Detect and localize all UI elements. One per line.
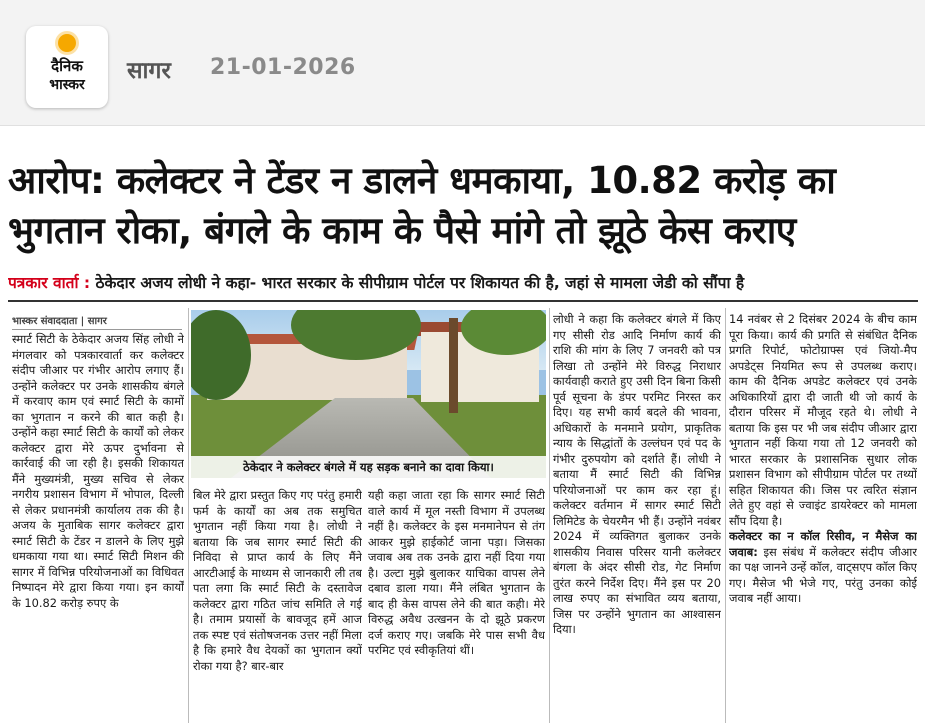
headline-divider	[8, 300, 918, 302]
subhead-text: ठेकेदार अजय लोधी ने कहा- भारत सरकार के सीपीग्राम पोर्टल पर शिकायत की है, जहां से मामला जेडी को सौंपा है	[90, 274, 745, 292]
column-divider	[188, 308, 189, 723]
column-divider	[725, 308, 726, 723]
subhead-tag: पत्रकार वार्ता :	[8, 274, 91, 292]
article-column-4	[553, 312, 721, 724]
photo-caption: ठेकेदार ने कलेक्टर बंगले में यह सड़क बनाने का दावा किया।	[191, 456, 546, 478]
edition-city: सागर	[127, 58, 171, 84]
article-column-2	[193, 488, 362, 724]
subsection-heading: कलेक्टर का न कॉल रिसीव, न मैसेज का जवाब:	[729, 529, 917, 559]
column-4-text: लोधी ने कहा कि कलेक्टर बंगले में किए गए सीसी रोड आदि निर्माण कार्य की राशि की मांग के लिए 7 जनवरी को पत्र लिखा तो उन्होंने मेरे विरुद्ध निराधार कार्यवाही कराते हुए उसी दिन बिना किसी पूर्व सूचना के डंपर परमिट निरस्त कर दिए। यह सभी कार्य बदले की भावना, अधिकारों के मनमाने प्रयोग, प्राकृतिक न्याय के सिद्धांतों के उल्लंघन एवं पद के गंभीर दुरुपयोग को दर्शाते हैं। लोधी ने बताया मैं स्मार्ट सिटी की विभिन्न परियोजनाओं पर काम कर रहा हूं। कलेक्टर वर्तमान में सागर स्मार्ट सिटी लिमिटेड के चेयरमैन भी हैं। उन्होंने नवंबर 2024 में व्यक्तिगत बुलाकर उनके शासकीय निवास परिसर यानी कलेक्टर बंगला के अंदर सीसी रोड, गेट निर्माण तुरंत करने निर्देश दिए। मैंने इस पर 20 लाख रुपए का संभावित व्यय बताया, जिस पर उन्होंने भुगतान का आश्वासन दिया।	[553, 312, 721, 636]
logo-text-line2: भास्कर	[49, 77, 85, 93]
dainik-bhaskar-logo	[26, 26, 108, 108]
top-bar	[0, 0, 925, 126]
column-5-text: 14 नवंबर से 2 दिसंबर 2024 के बीच काम पूरा किया। कार्य की प्रगति से संबंधित दैनिक प्रगति रिपोर्ट, फोटोग्राफ्स एवं जियो-मैप अपडेट्स नियमित रूप से उपलब्ध कराए। काम की दैनिक अपडेट कलेक्टर एवं उनके अधिकारियों द्वारा दी जाती थी जो कार्य के दौरान परिसर में मौजूद रहते थे। लोधी ने बताया कि इस पर भी जब संदीप जीआर द्वारा भुगतान नहीं किया गया तो 12 जनवरी को भारत सरकार के प्रशासनिक सुधार लोक प्रशासन विभाग को सीपीग्राम पोर्टल पर तथ्यों सहित शिकायत की। जिस पर त्वरित संज्ञान लेते हुए वहां से ज्वाइंट डायरेक्टर को मामला सौंप दिया है।	[729, 312, 917, 528]
logo-text-line1: दैनिक	[51, 57, 83, 75]
article-headline: आरोप: कलेक्टर ने टेंडर न डालने धमकाया, 10.82 करोड़ का भुगतान रोका, बंगले के काम के पैसे मांगे तो झूठे केस कराए	[8, 159, 836, 252]
column-2-text: बिल मेरे द्वारा प्रस्तुत किए गए परंतु हमारी फर्म के कार्यों का अब तक समुचित भुगतान नहीं किया गया है। लोधी ने बताया कि जब सागर स्मार्ट सिटी की निविदा से प्राप्त कार्य के लिए मैंने आरटीआई के माध्यम से जानकारी ली तब पता लगा कि स्मार्ट सिटी के दस्तावेज कलेक्टर द्वारा गठित जांच समिति ले गई है। तमाम प्रयासों के बावजूद हमें आज तक स्पष्ट एवं संतोषजनक उत्तर नहीं मिला है कि हमारे वैध देयकों का भुगतान क्यों रोका गया है? बार-बार	[193, 488, 362, 673]
column-1-text: स्मार्ट सिटी के ठेकेदार अजय सिंह लोधी ने मंगलवार को पत्रकारवार्ता कर कलेक्टर संदीप जीआर पर गंभीर आरोप लगाए हैं। उन्होंने कलेक्टर पर उनके शासकीय बंगले में करवाए काम एवं स्मार्ट सिटी के कामों का भुगतान न करने की बात कही है। उन्होंने कहा स्मार्ट सिटी के कार्यों को लेकर कलेक्टर द्वारा मेरे ऊपर दुर्भावना से कार्रवाई की जा रही है। इसकी शिकायत मैंने मुख्यमंत्री, मुख्य सचिव से लेकर नगरीय प्रशासन विभाग में भोपाल, दिल्ली से लेकर प्रधानमंत्री कार्यालय तक की है। अजय के मुताबिक सागर कलेक्टर द्वारा स्मार्ट सिटी के टेंडर न डालने के लिए मुझे धमकाया गया था। स्मार्ट सिटी मिशन की सागर में विभिन्न परियोजनाओं का विधिवत निष्पादन मेरे द्वारा किया गया। इन कार्यों के 10.82 करोड़ रुपए के	[12, 332, 184, 610]
article-column-5	[729, 312, 917, 724]
column-3-text: यही कहा जाता रहा कि सागर स्मार्ट सिटी वाले कार्य में मूल नस्ती विभाग में उपलब्ध नहीं है। कलेक्टर के इस मनमानेपन से तंग आकर मुझे हाईकोर्ट जाना पड़ा। जिसका जवाब अब तक उनके द्वारा नहीं दिया गया है। उल्टा मुझे बुलाकर याचिका वापस लेने दबाव डाला गया। मैंने लंबित भुगतान के बाद ही केस वापस लेने की बात कही। मेरे विरुद्ध अवैध उत्खनन के दो झूठे प्रकरण दर्ज कराए गए। जबकि मेरे पास सभी वैध परमिट एवं स्वीकृतियां थीं।	[368, 488, 545, 657]
article-column-1	[12, 332, 184, 724]
edition-date: 21-01-2026	[210, 55, 356, 80]
column-divider	[549, 308, 550, 723]
article-subhead	[8, 271, 918, 293]
article-column-3	[368, 488, 545, 724]
article-photo	[191, 310, 546, 478]
subsection-text: इस संबंध में कलेक्टर संदीप जीआर का पक्ष जानने उन्हें कॉल, वाट्सएप कॉल किए गए। मैसेज भी भेजे गए, परंतु उनका कोई जवाब नहीं आया।	[729, 544, 917, 605]
column-5-subsection	[729, 529, 917, 607]
byline: भास्कर संवाददाता | सागर	[12, 313, 182, 330]
sun-icon	[58, 34, 76, 52]
